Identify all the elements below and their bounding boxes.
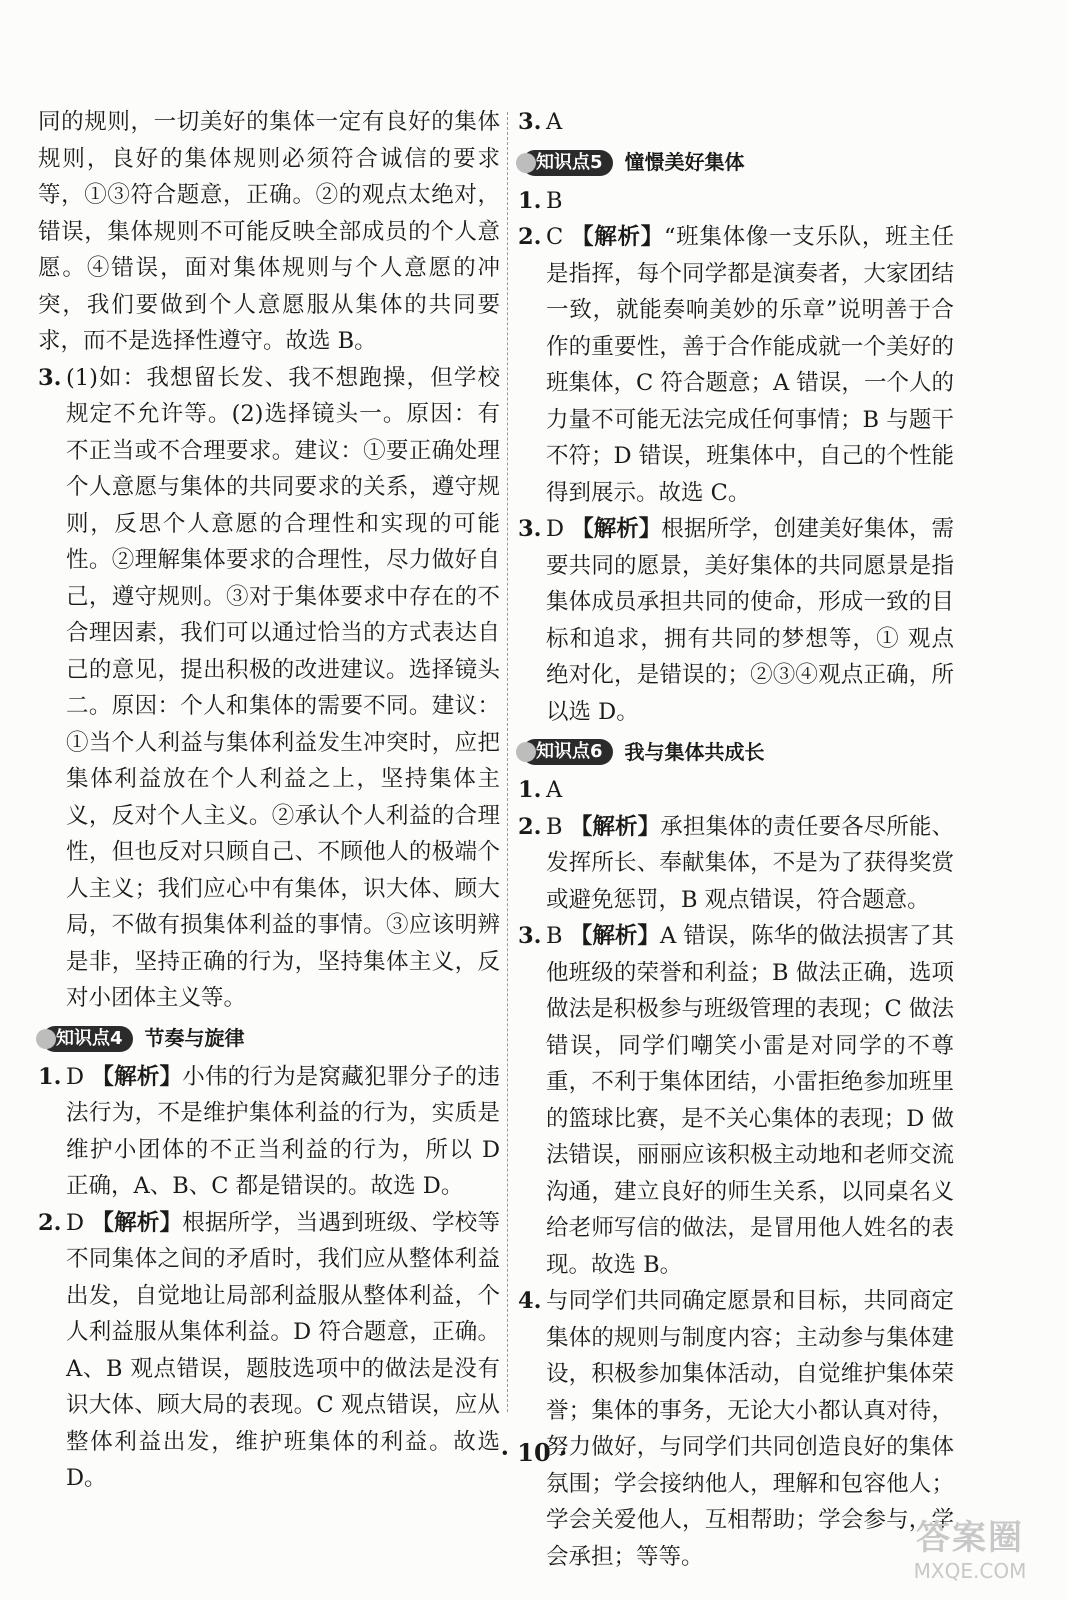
knowledge-point-header: [518, 145, 954, 181]
item-text: (1)如：我想留长发、我不想跑操，但学校规定不允许等。(2)选择镜头一。原因：有不正当或不合理要求。建议：①要正确处理个人意愿与集体的共同要求的关系，遵守规则，反思个人意愿的合理性和实现的可能性。②理解集体要求的合理性，尽力做好自己，遵守规则。③对于集体要求中存在的不合理因素，我们可以通过恰当的方式表达自己的意见，提出积极的改进建议。选择镜头二。原因：个人和集体的需要不同。建议：①当个人利益与集体利益发生冲突时，应把集体利益放在个人利益之上，坚持集体主义，反对个人主义。②承认个人利益的合理性，但也反对只顾自己、不顾他人的极端个人主义；我们应心中有集体，识大体、顾大局，不做有损集体利益的事情。③应该明辨是非，坚持正确的行为，坚持集体主义，反对小团体主义等。: [66, 364, 500, 1011]
item-text: [546, 511, 954, 730]
analysis-tag: 【解析】: [569, 813, 661, 840]
answer-item: [518, 772, 954, 809]
item-number: 3.: [518, 109, 542, 135]
item-number: 2.: [518, 813, 542, 840]
column-divider: [507, 112, 508, 1412]
watermark-text: 答案圈: [916, 1518, 1024, 1558]
answer-letter: B: [546, 923, 563, 949]
answer-letter: D: [66, 1209, 85, 1236]
knowledge-point-title: 憧憬美好集体: [624, 150, 745, 175]
analysis-text: 根据所学，创建美好集体，需要共同的愿景，美好集体的共同愿景是指集体成员承担共同的使命，形成一致的目标和追求，拥有共同的梦想等，① 观点绝对化，是错误的；②③④观点正确，所以选 D。: [546, 516, 954, 725]
knowledge-point-badge: 知识点4: [42, 1026, 133, 1052]
item-text: [546, 918, 954, 1283]
analysis-tag: 【解析】: [91, 1063, 183, 1090]
item-number: 3.: [38, 364, 62, 391]
continued-answer: 同的规则，一切美好的集体一定有良好的集体规则，良好的集体规则必须符合诚信的要求等，①③符合题意，正确。②的观点太绝对，错误，集体规则不可能反映全部成员的个人意愿。④错误，面对集体规则与个人意愿的冲突，我们要做到个人意愿服从集体的共同要求，而不是选择性遵守。故选 B。: [38, 109, 500, 354]
answer-letter: B: [546, 187, 563, 214]
item-number: 1.: [518, 187, 542, 214]
answer-letter: B: [546, 813, 563, 840]
item-number: 3.: [518, 923, 542, 949]
knowledge-point-header: [518, 734, 954, 770]
item-number: 2.: [38, 1209, 62, 1236]
watermark-logo: [880, 1510, 1060, 1590]
left-column: [38, 104, 500, 1497]
item-number: 1.: [38, 1063, 62, 1090]
answer-letter: A: [546, 109, 563, 135]
answer-letter: C: [546, 224, 564, 250]
analysis-tag: 【解析】: [91, 1209, 183, 1236]
analysis-tag: 【解析】: [571, 516, 662, 542]
item-text: [546, 219, 954, 511]
answer-item: [38, 1059, 500, 1205]
knowledge-point-title: 节奏与旋律: [144, 1026, 245, 1051]
item-text: [66, 1059, 500, 1205]
analysis-text: “班集体像一支乐队，班主任是指挥，每个同学都是演奏者，大家团结一致，就能奏响美妙的乐章”说明善于合作的重要性，善于合作能成就一个美好的班集体，C 符合题意；A 错误，一个人的力量不可能无法完成任何事情；B 与题干不符；D 错误，班集体中，自己的个性能得到展示。故选 C。: [546, 224, 954, 506]
analysis-text: A 错误，陈华的做法损害了其他班级的荣誉和利益；B 做法正确，选项做法是积极参与班级管理的表现；C 做法错误，同学们嘲笑小雷是对同学的不尊重，不利于集体团结，小雷拒绝参加班里的篮球比赛，是不关心集体的表现；D 做法错误，丽丽应该积极主动地和老师交流沟通，建立良好的师生关系，以同桌名义给老师写信的做法，是冒用他人姓名的表现。故选 B。: [546, 923, 955, 1278]
answer-item: [518, 219, 954, 511]
analysis-text: 承担集体的责任要各尽所能、发挥所长、奉献集体，不是为了获得奖赏或避免惩罚，B 观点错误，符合题意。: [546, 813, 954, 913]
item-number: 2.: [518, 224, 542, 250]
answer-item: [518, 183, 954, 220]
item-number: 1.: [518, 777, 542, 803]
watermark-url: MXQE.COM: [913, 1559, 1027, 1583]
page-number: · 10 ·: [500, 1438, 568, 1467]
knowledge-point-header: [38, 1021, 500, 1057]
analysis-tag: 【解析】: [571, 224, 664, 250]
item-number: 4.: [518, 1288, 542, 1314]
item-number: 3.: [518, 516, 542, 542]
answer-item: [518, 104, 954, 141]
answer-letter: D: [546, 516, 565, 542]
answer-letter: D: [66, 1063, 85, 1090]
answer-item: [38, 360, 500, 1017]
analysis-text: 根据所学，当遇到班级、学校等不同集体之间的矛盾时，我们应从整体利益出发，自觉地让局部利益服从整体利益，个人利益服从集体利益。D 符合题意，正确。A、B 观点错误，题肢选项中的做法是没有识大体、顾大局的表现。C 观点错误，应从整体利益出发，维护班集体的利益。故选 D。: [66, 1209, 500, 1491]
knowledge-point-title: 我与集体共成长: [624, 739, 765, 764]
knowledge-point-badge: 知识点6: [522, 739, 613, 765]
analysis-tag: 【解析】: [569, 923, 660, 949]
answer-item: [518, 918, 954, 1283]
analysis-text: 小伟的行为是窝藏犯罪分子的违法行为，不是维护集体利益的行为，实质是维护小团体的不正当利益的行为，所以 D 正确，A、B、C 都是错误的。故选 D。: [66, 1063, 500, 1199]
answer-item: [518, 809, 954, 919]
right-column: [518, 104, 954, 1575]
item-text: 与同学们共同确定愿景和目标，共同商定集体的规则与制度内容；主动参与集体建设，积极参加集体活动，自觉维护集体荣誉；集体的事务，无论大小都认真对待，努力做好，与同学们共同创造良好的集体氛围；学会接纳他人，理解和包容他人；学会关爱他人，互相帮助；学会参与，学会承担；等等。: [546, 1288, 954, 1570]
answer-letter: A: [546, 777, 563, 803]
item-text: [546, 809, 954, 919]
answer-item: [518, 511, 954, 730]
knowledge-point-badge: 知识点5: [522, 150, 613, 176]
